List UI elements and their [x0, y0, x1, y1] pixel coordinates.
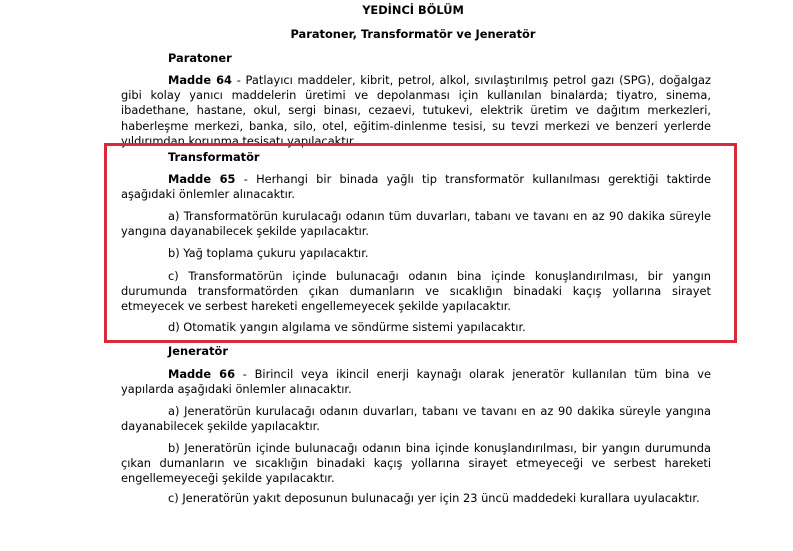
article-64-number: Madde 64	[168, 73, 232, 87]
article-64-text: - Patlayıcı maddeler, kibrit, petrol, alkol, sıvılaştırılmış petrol gazı (SPG), doğalgaz gibi kolay yanıcı maddelerin üretimi ve depolanması için kullanılan binalarda; tiyatro, sinema, ibadethane, hastane, okul, sergi binası, cezaevi, tutukevi, elektrik üretim ve dağıtım merkezleri, haberleşme merkezi, banka, silo, otel, eğitim-dinlenme tesisi, su tevzi merkezi ve benzeri yerlerde yıldırımdan korunma tesisatı yapılacaktır.	[121, 73, 711, 148]
article-66-item-b: b) Jeneratörün içinde bulunacağı odanın bina içinde konuşlandırılması, bir yangın durumunda çıkan dumanların ve sıcaklığın binadaki kaçış yollarına sirayet etmeyeceği ve serbest hareketi engellemeyeceği şekilde yapılacaktır.	[121, 441, 711, 486]
section-heading-paratoner: Paratoner	[168, 51, 232, 65]
article-65-item-c: c) Transformatörün içinde bulunacağı odanın bina içinde konuşlandırılması, bir yangın durumunda transformatörden çıkan dumanların ve sıcaklığın binadaki kaçış yollarına sirayet etmeyecek ve serbest hareketi engellemeyecek şekilde yapılacaktır.	[121, 269, 711, 314]
chapter-subtitle: Paratoner, Transformatör ve Jeneratör	[290, 27, 536, 41]
chapter-title: YEDİNCİ BÖLÜM	[362, 3, 464, 17]
article-65-text: - Herhangi bir binada yağlı tip transformatör kullanılması gerektiği taktirde aşağıdaki önlemler alınacaktır.	[121, 172, 711, 202]
article-64	[121, 73, 711, 149]
article-65	[121, 172, 711, 202]
article-66-item-a: a) Jeneratörün kurulacağı odanın duvarları, tabanı ve tavanı en az 90 dakika süreyle yangına dayanabilecek şekilde yapılacaktır.	[121, 404, 711, 434]
article-65-number: Madde 65	[168, 172, 236, 186]
article-65-item-a: a) Transformatörün kurulacağı odanın tüm duvarları, tabanı ve tavanı en az 90 dakika süreyle yangına dayanabilecek şekilde yapılacaktır.	[121, 209, 711, 239]
section-heading-transformator: Transformatör	[168, 150, 260, 164]
article-65-item-b: b) Yağ toplama çukuru yapılacaktır.	[168, 246, 369, 260]
article-66-number: Madde 66	[168, 367, 235, 381]
article-66-item-c: c) Jeneratörün yakıt deposunun bulunacağı yer için 23 üncü maddedeki kurallara uyulacaktır.	[168, 491, 700, 505]
article-66	[121, 367, 711, 397]
article-65-item-d: d) Otomatik yangın algılama ve söndürme sistemi yapılacaktır.	[168, 320, 526, 334]
article-66-text: - Birincil veya ikincil enerji kaynağı olarak jeneratör kullanılan tüm bina ve yapılarda aşağıdaki önlemler alınacaktır.	[121, 367, 711, 397]
section-heading-jenerator: Jeneratör	[168, 344, 228, 358]
